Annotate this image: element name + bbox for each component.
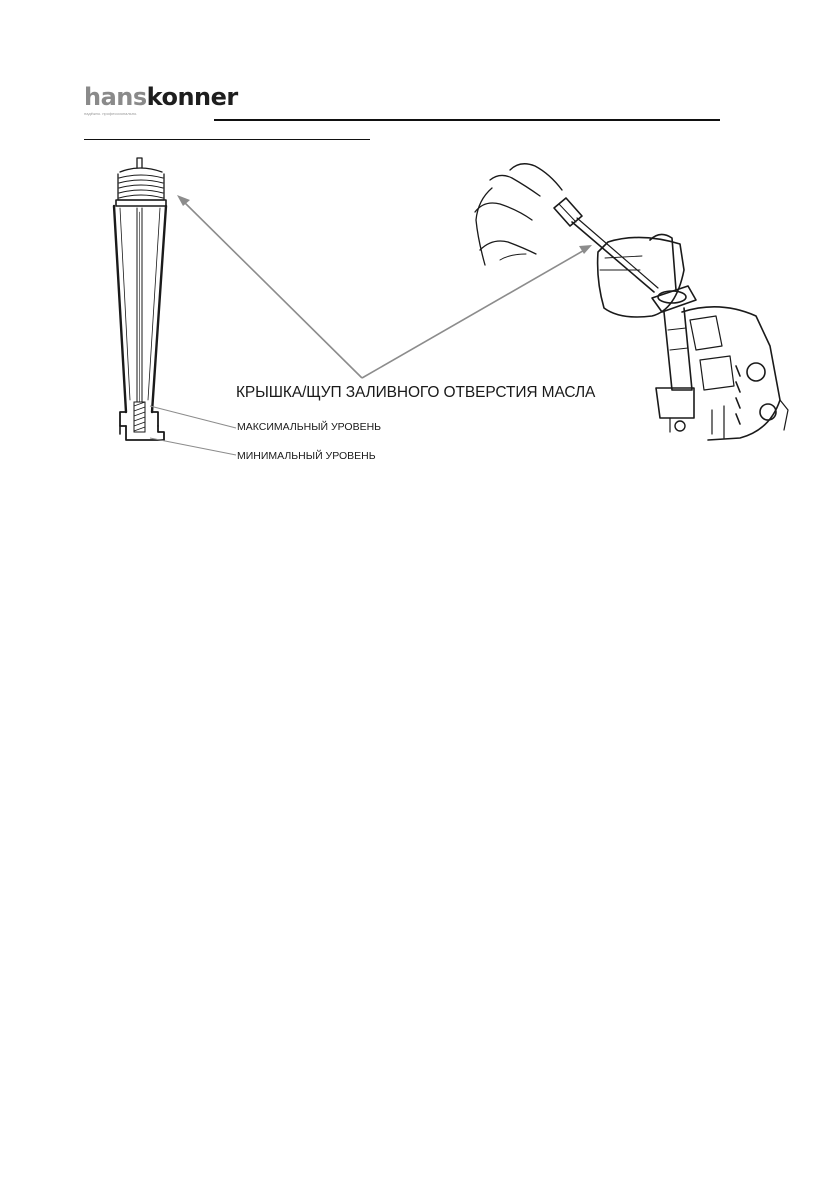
min-level-label: МИНИМАЛЬНЫЙ УРОВЕНЬ: [237, 450, 376, 462]
level-callouts: [150, 406, 236, 455]
filler-cap-dipstick-label: КРЫШКА/ЩУП ЗАЛИВНОГО ОТВЕРСТИЯ МАСЛА: [236, 384, 596, 401]
header-subrule: [84, 139, 370, 140]
arrow-heads: [177, 195, 592, 254]
oil-dipstick-figure: [80, 150, 790, 480]
header-rule: [214, 119, 720, 121]
brand-logo: [84, 83, 238, 122]
oil-level-band: [134, 402, 145, 432]
brand-tagline: надёжно. профессионально.: [84, 111, 138, 116]
dipstick-drawing: [114, 158, 166, 440]
max-level-label: МАКСИМАЛЬНЫЙ УРОВЕНЬ: [237, 421, 382, 433]
brand-wordmark-dark: konner: [146, 83, 238, 111]
brand-wordmark-light: hans: [84, 83, 147, 111]
oil-dipstick-illustration: [80, 150, 790, 480]
filler-cap-arrows: [180, 198, 588, 378]
brand-wordmark: [84, 84, 238, 110]
